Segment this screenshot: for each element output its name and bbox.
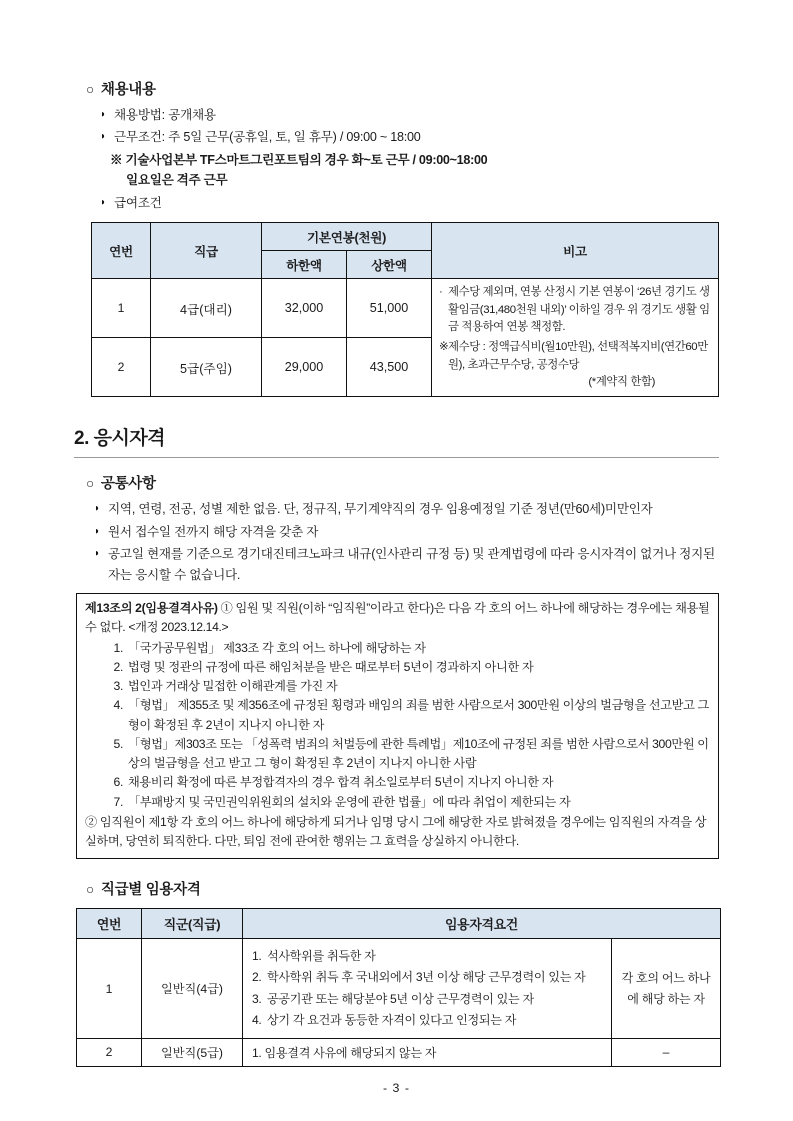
cell-upper: 43,500 (347, 338, 432, 397)
bullet-icon: ◗ (94, 548, 100, 560)
cell-note: – (612, 1038, 721, 1066)
list-item: 4. 「형법」 제355조 및 제356조에 규정된 횡령과 배임의 죄를 범한 사람으로서 300만원 이상의 벌금형을 선고받고 그 형이 확정된 후 2년이 지나지 아니한 자 (113, 698, 709, 732)
list-item: ◗ 채용방법: 공개채용 (100, 105, 719, 125)
list-item: 1. 「국가공무원법」 제33조 각 호의 어느 하나에 해당하는 자 (113, 640, 426, 655)
section-heading-common: ○ 공통사항 (86, 476, 156, 493)
law-tail: ② 임직원이 제1항 각 호의 어느 하나에 해당하게 되거나 임명 당시 그에 해당한 자로 밝혀졌을 경우에는 임직원의 자격을 상실하며, 당연히 퇴직한다. 다만, 퇴임 전에 관여한 행위는 그 효력을 상실하지 아니한다. (85, 814, 707, 849)
col-lower: 하한액 (262, 251, 347, 279)
cell-requirements: 1. 임용결격 사유에 해당되지 않는 자 (243, 1038, 612, 1066)
law-title: 제13조의 2(임용결격사유) (85, 600, 218, 615)
list-item: ◗ 원서 접수일 전까지 해당 자격을 갖춘 자 (94, 522, 719, 542)
list-item: 7. 「부패방지 및 국민권익위원회의 설치와 운영에 관한 법률」에 따라 취업이 제한되는 자 (113, 794, 571, 809)
table-row (92, 279, 719, 338)
list-item: ◗ 지역, 연령, 전공, 성별 제한 없음. 단, 정규직, 무기계약직의 경우 임용예정일 기준 정년(만60세)미만인자 (94, 499, 719, 519)
list-item: ◗ 급여조건 (100, 193, 719, 213)
cell-grade: 5급(주임) (151, 338, 262, 397)
common-bullet-list (94, 499, 719, 585)
recruit-bullet-list (100, 105, 719, 148)
section-heading-qualification: ○ 직급별 임용자격 (86, 882, 201, 899)
col-requirement: 임용자격요건 (243, 909, 721, 939)
table-header-row (92, 223, 719, 251)
circle-marker-icon: ○ (86, 476, 94, 492)
circle-marker-icon: ○ (86, 82, 94, 97)
list-item: ◗ 근무조건: 주 5일 근무(공휴일, 토, 일 휴무) / 09:00 ~ 18:00 (100, 127, 719, 147)
col-no: 연번 (77, 909, 142, 939)
bullet-icon: ◗ (100, 197, 106, 209)
list-item: 3. 법인과 거래상 밀접한 이해관계를 가진 자 (113, 679, 338, 694)
asterisk-marker-icon: ※ (439, 341, 449, 354)
cell-lower: 32,000 (262, 279, 347, 338)
cell-lower: 29,000 (262, 338, 347, 397)
cell-no: 2 (77, 1038, 142, 1066)
bullet-icon: ◗ (94, 525, 100, 537)
list-item: ◗ 공고일 현재를 기준으로 경기대진테크노파크 내규(인사관리 규정 등) 및 관계법령에 따라 응시자격이 없거나 정지된 자는 응시할 수 없습니다. (94, 544, 719, 585)
req-line: 1. 석사학위를 취득한 자 (252, 949, 376, 964)
cell-group: 일반직(5급) (142, 1038, 243, 1066)
page-title: 2. 응시자격 (74, 423, 719, 458)
list-item: 2. 법령 및 정관의 규정에 따른 해임처분을 받은 때로부터 5년이 경과하지 아니한 자 (113, 659, 534, 674)
bullet-icon: ◗ (94, 503, 100, 515)
bullet-icon: ◗ (100, 131, 106, 143)
remark-line-1: · 제수당 제외며, 연봉 산정시 기본 연봉이 ‘26년 경기도 생활임금(31,480천원 내외)’ 이하일 경우 위 경기도 생활 임금 적용하여 연봉 책정함. (439, 284, 711, 336)
cell-requirements (243, 939, 612, 1038)
cell-upper: 51,000 (347, 279, 432, 338)
recruit-note-line2: 일요일은 격주 근무 (126, 172, 228, 187)
cell-grade: 4급(대리) (151, 279, 262, 338)
req-line: 4. 상기 각 요건과 동등한 자격이 있다고 인정되는 자 (252, 1012, 517, 1027)
req-line: 3. 공공기관 또는 해당분야 5년 이상 근무경력이 있는 자 (252, 991, 534, 1006)
section-heading-recruit: ○ 채용내용 (86, 82, 156, 98)
law-provision-box (76, 593, 719, 859)
cell-remark (432, 279, 719, 397)
col-remark: 비고 (432, 223, 719, 279)
asterisk-marker-icon: ※ (110, 152, 123, 167)
remark-line-3: (*계약직 한함) (588, 376, 655, 389)
col-group: 직군(직급) (142, 909, 243, 939)
col-no: 연번 (92, 223, 151, 279)
recruit-note-line1: ※ 기술사업본부 TF스마트그린포트팀의 경우 화~토 근무 / 09:00~18:00 (110, 152, 488, 167)
qualification-table (76, 908, 721, 1066)
dot-marker-icon: · (439, 286, 443, 299)
cell-note: 각 호의 어느 하나에 해당 하는 자 (612, 939, 721, 1038)
cell-no: 2 (92, 338, 151, 397)
cell-no: 1 (77, 939, 142, 1038)
list-item: 5. 「형법」제303조 또는 「성폭력 범죄의 처벌등에 관한 특례법」제10조에 규정된 죄를 범한 사람으로서 300만원 이상의 벌금형을 선고 받고 그 형이 확정된 후 2년이 지나지 아니한 사람 (113, 736, 709, 771)
remark-line-2: ※ 제수당 : 정액급식비(월10만원), 선택적복지비(연간60만원), 초과근무수당, 공정수당 (439, 339, 711, 374)
col-grade: 직급 (151, 223, 262, 279)
salary-table (91, 222, 719, 397)
pay-bullet (100, 193, 719, 213)
table-row (77, 939, 721, 1038)
circle-marker-icon: ○ (86, 882, 94, 898)
law-intro: 제13조의 2(임용결격사유) ① 임원 및 직원(이하 “임직원”이라고 한다)은 다음 각 호의 어느 하나에 해당하는 경우에는 채용될 수 없다. <개정 2023.12.14.> (85, 600, 710, 635)
bullet-icon: ◗ (100, 109, 106, 120)
page-number: - 3 - (382, 1081, 411, 1095)
req-line: 2. 학사학위 취득 후 국내외에서 3년 이상 해당 근무경력이 있는 자 (252, 970, 586, 985)
cell-no: 1 (92, 279, 151, 338)
table-row (77, 1038, 721, 1066)
cell-group: 일반직(4급) (142, 939, 243, 1038)
list-item: 6. 채용비리 확정에 따른 부정합격자의 경우 합격 취소일로부터 5년이 지나지 아니한 자 (113, 775, 554, 790)
table-header-row (77, 909, 721, 939)
law-item-list (85, 639, 710, 812)
col-base-pay: 기본연봉(천원) (262, 223, 432, 251)
col-upper: 상한액 (347, 251, 432, 279)
